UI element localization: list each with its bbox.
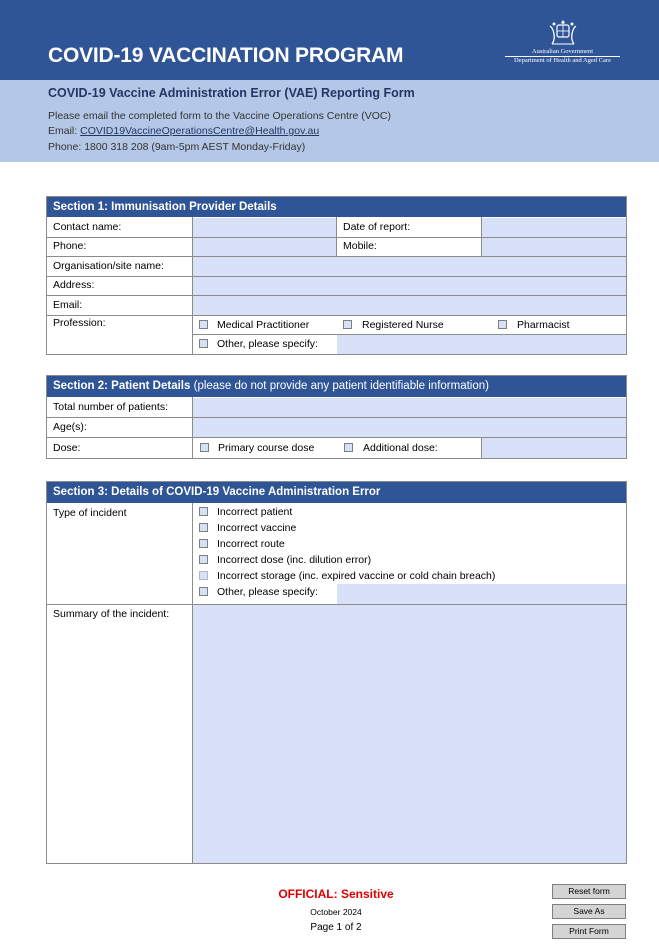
gov-line-1: Australian Government bbox=[531, 48, 594, 55]
organisation-label: Organisation/site name: bbox=[53, 260, 164, 272]
email-link[interactable]: COVID19VaccineOperationsCentre@Health.gov.au bbox=[80, 125, 320, 137]
additional-dose-checkbox[interactable] bbox=[344, 443, 353, 452]
classification-label: OFFICIAL: Sensitive bbox=[278, 887, 394, 901]
summary-textarea[interactable] bbox=[193, 605, 626, 863]
phone-label: Phone: bbox=[53, 240, 87, 252]
other-profession-field[interactable] bbox=[337, 335, 626, 354]
summary-label: Summary of the incident: bbox=[53, 608, 170, 620]
total-patients-label: Total number of patients: bbox=[53, 401, 168, 413]
profession-label: Profession: bbox=[53, 317, 106, 329]
section-2-heading bbox=[47, 376, 626, 397]
section-2-heading-main: Section 2: Patient Details bbox=[53, 380, 191, 392]
document-date: October 2024 bbox=[310, 907, 362, 917]
medical-practitioner-checkbox[interactable] bbox=[199, 320, 208, 329]
section-3-heading: Section 3: Details of COVID-19 Vaccine Administration Error bbox=[47, 482, 626, 503]
other-incident-field[interactable] bbox=[337, 584, 626, 604]
instruction-text: Please email the completed form to the Vaccine Operations Centre (VOC) bbox=[48, 110, 391, 122]
page-number: Page 1 of 2 bbox=[310, 922, 362, 933]
ages-field[interactable] bbox=[193, 418, 626, 437]
section-1-provider-details bbox=[46, 196, 627, 355]
date-of-report-label: Date of report: bbox=[343, 221, 411, 233]
incorrect-patient-label: Incorrect patient bbox=[217, 506, 293, 518]
medical-practitioner-label: Medical Practitioner bbox=[217, 319, 310, 331]
section-2-heading-note: (please do not provide any patient identifiable information) bbox=[193, 380, 489, 392]
address-field[interactable] bbox=[193, 277, 626, 295]
save-as-button[interactable]: Save As bbox=[552, 904, 626, 919]
additional-dose-field[interactable] bbox=[482, 438, 626, 458]
other-profession-label: Other, please specify: bbox=[217, 338, 318, 350]
contact-name-field[interactable] bbox=[193, 218, 336, 237]
government-logo bbox=[505, 18, 620, 65]
additional-dose-label: Additional dose: bbox=[363, 442, 438, 454]
email-field[interactable] bbox=[193, 296, 626, 315]
section-2-patient-details bbox=[46, 375, 627, 459]
print-form-button[interactable]: Print Form bbox=[552, 924, 626, 939]
registered-nurse-label: Registered Nurse bbox=[362, 319, 444, 331]
incorrect-dose-checkbox[interactable] bbox=[199, 555, 208, 564]
header-banner bbox=[0, 0, 659, 80]
gov-line-2: Department of Health and Aged Care bbox=[505, 56, 620, 65]
other-profession-checkbox[interactable] bbox=[199, 339, 208, 348]
total-patients-field[interactable] bbox=[193, 398, 626, 417]
organisation-field[interactable] bbox=[193, 257, 626, 276]
other-incident-checkbox[interactable] bbox=[199, 587, 208, 596]
type-of-incident-label: Type of incident bbox=[53, 507, 127, 519]
incorrect-route-checkbox[interactable] bbox=[199, 539, 208, 548]
phone-field[interactable] bbox=[193, 238, 336, 256]
dose-label: Dose: bbox=[53, 442, 81, 454]
form-intro bbox=[0, 80, 659, 162]
coat-of-arms-icon bbox=[546, 18, 580, 48]
date-of-report-field[interactable] bbox=[482, 218, 626, 237]
section-1-heading: Section 1: Immunisation Provider Details bbox=[47, 197, 626, 217]
email-label: Email: bbox=[48, 125, 78, 137]
email-line bbox=[48, 125, 319, 137]
section-3-incident-details bbox=[46, 481, 627, 864]
pharmacist-label: Pharmacist bbox=[517, 319, 570, 331]
primary-course-label: Primary course dose bbox=[218, 442, 315, 454]
incorrect-dose-label: Incorrect dose (inc. dilution error) bbox=[217, 554, 372, 566]
email-label: Email: bbox=[53, 299, 83, 311]
ages-label: Age(s): bbox=[53, 421, 87, 433]
incorrect-vaccine-checkbox[interactable] bbox=[199, 523, 208, 532]
incorrect-patient-checkbox[interactable] bbox=[199, 507, 208, 516]
pharmacist-checkbox[interactable] bbox=[498, 320, 507, 329]
mobile-label: Mobile: bbox=[343, 240, 377, 252]
mobile-field[interactable] bbox=[482, 238, 626, 256]
incorrect-route-label: Incorrect route bbox=[217, 538, 285, 550]
phone-line: Phone: 1800 318 208 (9am-5pm AEST Monday-Friday) bbox=[48, 141, 306, 153]
program-title: COVID-19 VACCINATION PROGRAM bbox=[48, 44, 404, 67]
registered-nurse-checkbox[interactable] bbox=[343, 320, 352, 329]
incorrect-storage-label: Incorrect storage (inc. expired vaccine or cold chain breach) bbox=[217, 570, 496, 582]
address-label: Address: bbox=[53, 279, 95, 291]
primary-course-checkbox[interactable] bbox=[200, 443, 209, 452]
other-incident-label: Other, please specify: bbox=[217, 586, 318, 598]
reset-form-button[interactable]: Reset form bbox=[552, 884, 626, 899]
form-title: COVID-19 Vaccine Administration Error (VAE) Reporting Form bbox=[48, 86, 415, 100]
contact-name-label: Contact name: bbox=[53, 221, 122, 233]
incorrect-vaccine-label: Incorrect vaccine bbox=[217, 522, 297, 534]
incorrect-storage-checkbox[interactable] bbox=[199, 571, 208, 580]
